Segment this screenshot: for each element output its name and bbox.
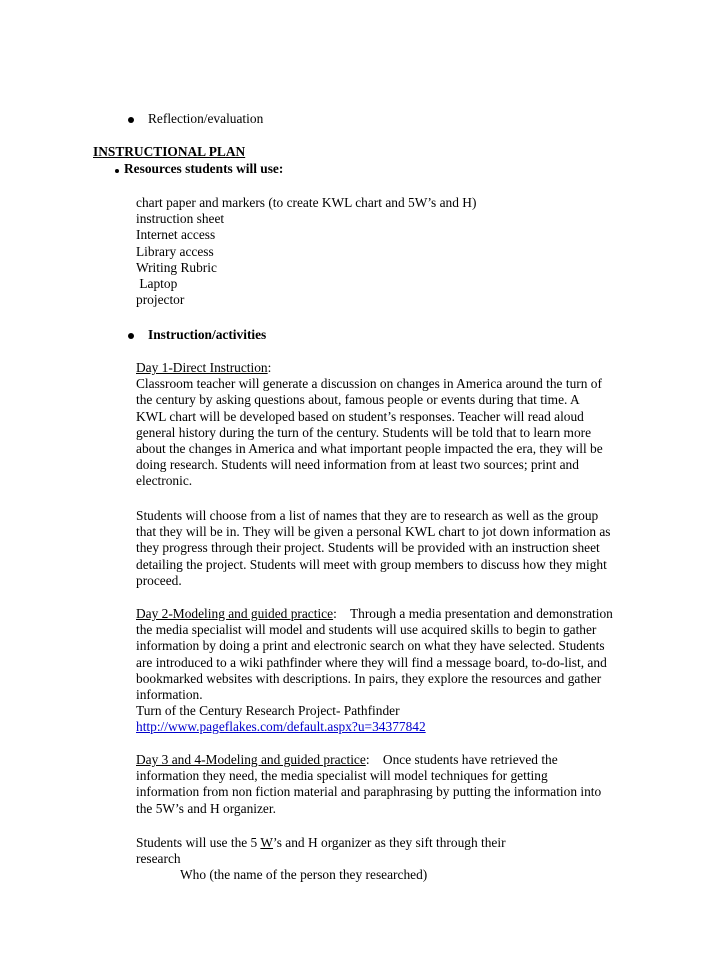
day1-text-line: KWL chart will be developed based on student’s responses. Teacher will read aloud [136,408,584,424]
day2-title-rest: : Through a media presentation and demonstration [333,606,613,621]
day3-title: Day 3 and 4-Modeling and guided practice [136,752,366,767]
day1-text-line: the century by asking questions about, famous people or events during that time. A [136,392,580,408]
instructional-plan-heading: INSTRUCTIONAL PLAN [93,144,246,159]
day1-title-line [136,360,656,376]
day2-text-line: information. [136,686,203,702]
day1-text-line: electronic. [136,473,193,489]
bullet-icon [128,333,134,339]
bullet-icon [115,169,119,173]
day3-text-line: information from non fiction material and paraphrasing by putting the information into [136,784,602,800]
who-line: Who (the name of the person they researched) [180,867,428,883]
organizer-line1-pre: Students will use the 5 [136,835,261,850]
day1-section [136,360,656,490]
instruction-heading: Instruction/activities [148,327,267,342]
day2-title-line [136,606,656,622]
day1-text-line: that they will be in. They will be given a personal KWL chart to jot down information as [136,524,611,540]
resource-item: projector [136,292,185,308]
pathfinder-link-line [136,719,656,735]
day1-text-line: general history during the turn of the century. Students will be told that to learn more [136,424,592,440]
day2-text-line: bookmarked websites with descriptions. In pairs, they explore the resources and gather [136,670,602,686]
organizer-line: research [136,851,181,867]
resource-item: Library access [136,243,214,259]
day3-section [136,752,656,817]
bullet-icon [128,117,134,123]
day2-text-line: Turn of the Century Research Project- Pathfinder [136,703,400,719]
day1-text-line: Classroom teacher will generate a discussion on changes in America around the turn of [136,376,602,392]
resource-item: instruction sheet [136,211,225,227]
day2-section [136,606,656,736]
organizer-section [136,835,656,884]
day1-text-line: proceed. [136,572,182,588]
day3-text-line: information they need, the media specialist will model techniques for getting [136,768,548,784]
resources-list [136,195,656,308]
reflection-item: Reflection/evaluation [148,111,264,126]
resource-item: chart paper and markers (to create KWL chart and 5W’s and H) [136,195,477,210]
resource-item: Writing Rubric [136,259,217,275]
day3-text-line: the 5W’s and H organizer. [136,800,276,816]
resource-item: Internet access [136,227,216,243]
day1-text-line: detailing the project. Students will meet with group members to discuss how they might [136,556,607,572]
day1-text-line: Students will choose from a list of names that they are to research as well as the group [136,508,599,523]
organizer-line1-post: ’s and H organizer as they sift through their [273,835,506,850]
resources-heading: Resources students will use: [124,161,284,176]
day2-text-line: information by doing a print and electronic search on what they have selected. Students [136,638,605,654]
organizer-line [136,835,656,851]
resource-item: Laptop [136,275,178,291]
day1-paragraph2 [136,508,656,589]
organizer-w: W [260,835,274,850]
day3-title-rest: : Once students have retrieved the [365,752,558,767]
day1-text-line: about the changes in America and what important people impacted the era, they will be [136,440,603,456]
pathfinder-link[interactable]: http://www.pageflakes.com/default.aspx?u=34377842 [136,719,426,735]
day1-colon: : [267,360,272,375]
day2-title: Day 2-Modeling and guided practice [136,606,334,621]
day3-title-line [136,752,656,768]
day1-title: Day 1-Direct Instruction [136,360,268,375]
day1-text-line: doing research. Students will need information from at least two sources; print and [136,457,579,473]
day1-text-line: they progress through their project. Students will be provided with an instruction sheet [136,540,600,556]
day2-text-line: the media specialist will model and students will use acquired skills to begin to gather [136,622,597,638]
day2-text-line: are introduced to a wiki pathfinder where they will find a message board, to-do-list, and [136,654,607,670]
